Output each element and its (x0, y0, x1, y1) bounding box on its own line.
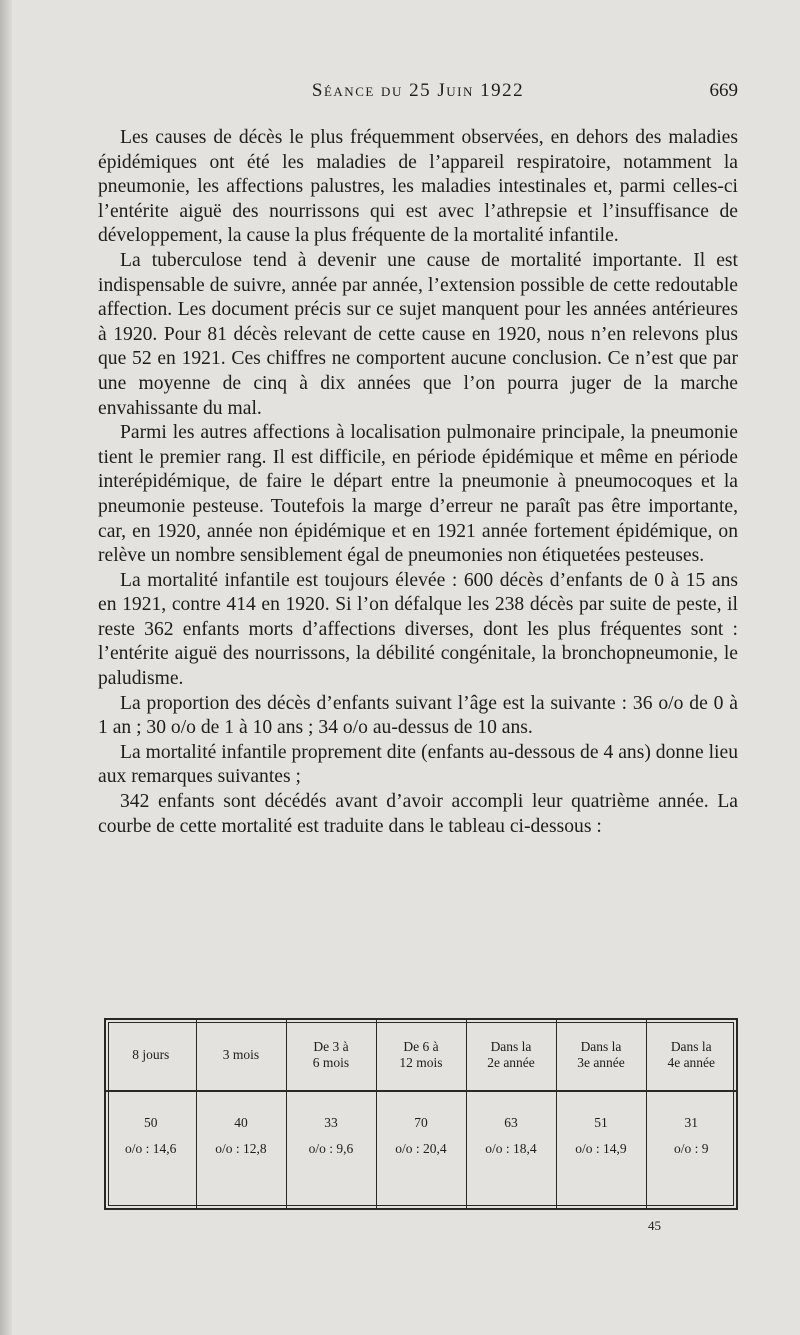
table-header-cell: Dans la 3e année (556, 1020, 646, 1091)
table-header-cell: Dans la 2e année (466, 1020, 556, 1091)
table-cell-count: 31 (684, 1115, 698, 1130)
table-cell-percent: o/o : 9,6 (286, 1136, 376, 1162)
paragraph: La mortalité infantile est toujours élevée : 600 décès d’enfants de 0 à 15 ans en 1921, contre 414 en 1920. Si l’on défalque les 238 décès par suite de peste, il reste 362 enfants morts d’affections diverses, dont les plus fréquentes sont : l’entérite aiguë des nourrissons, la débilité congénitale, la bronchopneumonie, le paludisme. (98, 569, 738, 690)
table-cell-percent: o/o : 12,8 (196, 1136, 286, 1162)
paragraph: La mortalité infantile proprement dite (enfants au-dessous de 4 ans) donne lieu aux remarques suivantes ; (98, 741, 738, 788)
table-tail-row (106, 1162, 736, 1208)
table-cell-count: 33 (286, 1110, 376, 1136)
running-title: Séance du 25 Juin 1922 (311, 80, 525, 101)
paragraph: La proportion des décès d’enfants suivant l’âge est la suivante : 36 o/o de 0 à 1 an ; 30 o/o de 1 à 10 ans ; 34 o/o au-dessus de 10 ans. (98, 692, 738, 739)
table-cell-count: 50 (106, 1110, 196, 1136)
paragraph: La tuberculose tend à devenir une cause de mortalité importante. Il est indispensable de suivre, année par année, l’extension possible de cette redoutable affection. Les document précis sur ce sujet manquent pour les années antérieures à 1920. Pour 81 décès relevant de cette cause en 1920, nous n’en relevons plus que 52 en 1921. Ces chiffres ne comportent aucune conclusion. Ce n’est que par une moyenne de cinq à dix années que l’on pourra juger de la marche envahissante du mal. (98, 249, 738, 419)
table-cell-count: 40 (196, 1110, 286, 1136)
paragraph: Les causes de décès le plus fréquemment observées, en dehors des maladies épidémiques ont été les maladies de l’appareil respiratoire, notamment la pneumonie, les affections palustres, les maladies intestinales et, parmi celles-ci l’entérite aiguë des nourrissons qui est avec l’athrepsie et l’insuffisance de développement, la cause la plus fréquente de la mortalité infantile. (98, 127, 738, 247)
table-header-row (106, 1020, 736, 1091)
signature-mark: 45 (648, 1218, 661, 1233)
table-header-cell: De 3 à 6 mois (286, 1020, 376, 1091)
mortality-table (104, 1018, 738, 1210)
table-cell-count: 70 (376, 1110, 466, 1136)
paragraph: 342 enfants sont décédés avant d’avoir accompli leur quatrième année. La courbe de cette mortalité est traduite dans le tableau ci-dessous : (98, 791, 738, 837)
table-header-cell: Dans la 4e année (646, 1020, 736, 1091)
page-header (98, 80, 738, 110)
table-cell-percent: o/o : 14,6 (106, 1136, 196, 1162)
table-header-cell: De 6 à 12 mois (376, 1020, 466, 1091)
table-header-cell: 3 mois (196, 1020, 286, 1091)
page-number: 669 (709, 80, 738, 101)
table-cell-percent: o/o : 20,4 (376, 1136, 466, 1162)
table-cell-percent: o/o : 14,9 (556, 1136, 646, 1162)
table-cell-percent: o/o : 18,4 (466, 1136, 556, 1162)
paragraph: Parmi les autres affections à localisation pulmonaire principale, la pneumonie tient le premier rang. Il est difficile, en période épidémique et même en période interépidémique, de faire le départ entre la pneumonie à pneumocoques et la pneumonie pesteuse. Toutefois la marge d’erreur ne paraît pas être importante, car, en 1920, année non épidémique et en 1921 année fortement épidémique, on relève un nombre sensiblement égal de pneumonies non étiquetées pesteuses. (98, 422, 738, 567)
page-binding-edge (0, 0, 12, 1335)
table-row-percents (106, 1136, 736, 1162)
table-cell-percent: o/o : 9 (673, 1141, 709, 1156)
table-spacer-row (106, 1091, 736, 1110)
body-text (98, 126, 738, 839)
table-row-counts (106, 1110, 736, 1136)
table-header-cell: 8 jours (106, 1020, 196, 1091)
table-cell-count: 63 (466, 1110, 556, 1136)
table-cell-count: 51 (556, 1110, 646, 1136)
